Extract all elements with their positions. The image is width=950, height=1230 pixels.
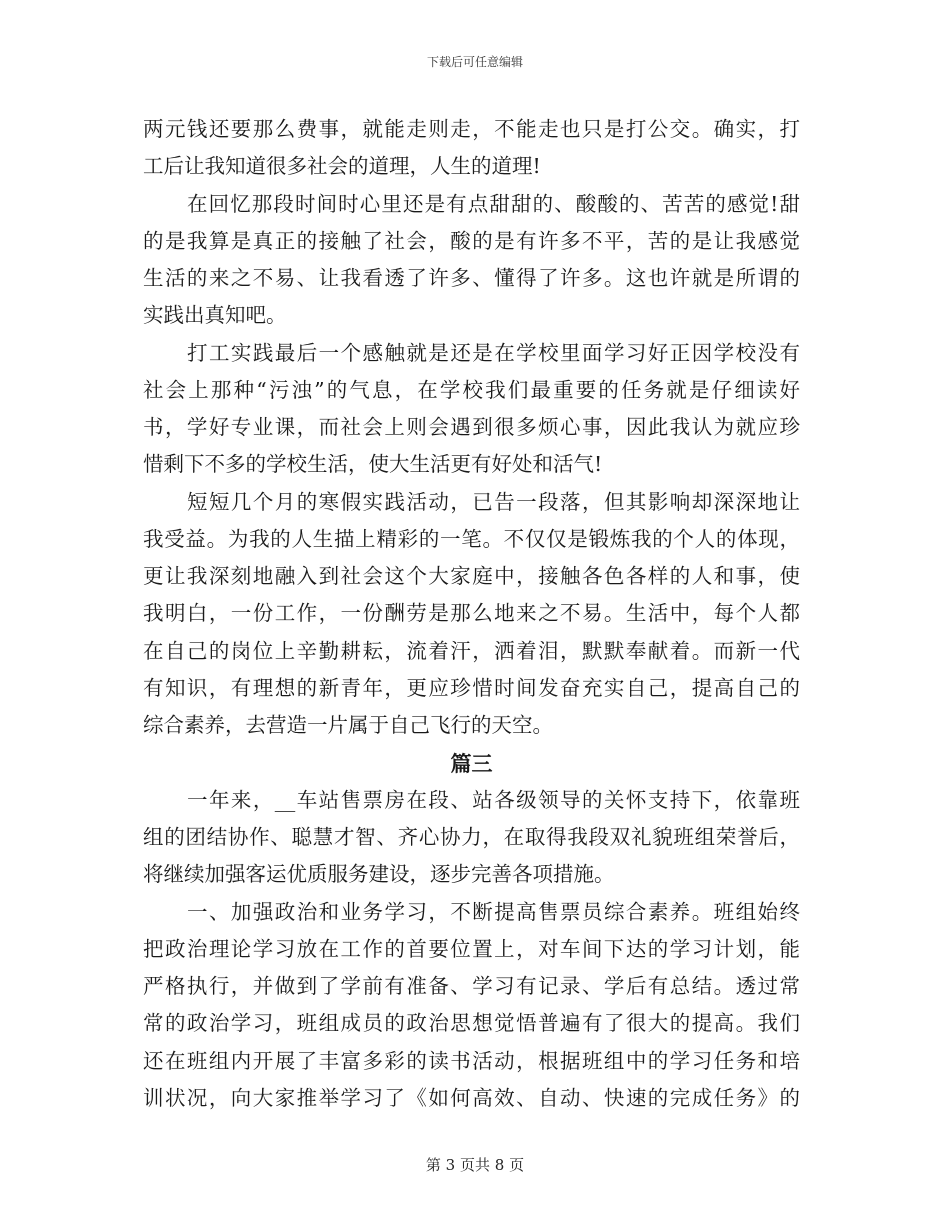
text-line: 社会上那种“污浊”的气息，在学校我们最重要的任务就是仔细读好 bbox=[143, 377, 800, 402]
text-line: 一、加强政治和业务学习，不断提高售票员综合素养。班组始终 bbox=[187, 899, 800, 924]
text-line: 在自己的岗位上辛勤耕耘，流着汗，洒着泪，默默奉献着。而新一代 bbox=[143, 638, 800, 663]
page-header-note: 下载后可任意编辑 bbox=[426, 55, 523, 69]
paragraph bbox=[143, 186, 800, 335]
text-line: 组的团结协作、聪慧才智、齐心协力，在取得我段双礼貌班组荣誉后， bbox=[143, 825, 800, 850]
text-line: 我明白，一份工作，一份酬劳是那么地来之不易。生活中，每个人都 bbox=[143, 601, 800, 626]
text-line: 书，学好专业课，而社会上则会遇到很多烦心事，因此我认为就应珍 bbox=[143, 415, 800, 440]
section-title: 篇三 bbox=[450, 750, 493, 776]
text-line: 有知识，有理想的新青年，更应珍惜时间发奋充实自己，提高自己的 bbox=[143, 675, 800, 700]
text-line: 在回忆那段时间时心里还是有点甜甜的、酸酸的、苦苦的感觉!甜 bbox=[187, 191, 800, 216]
text-line: 还在班组内开展了丰富多彩的读书活动，根据班组中的学习任务和培 bbox=[143, 1048, 800, 1073]
text-line: 把政治理论学习放在工作的首要位置上，对车间下达的学习计划，能 bbox=[143, 936, 800, 961]
text-line: 严格执行，并做到了学前有准备、学习有记录、学后有总结。透过常 bbox=[143, 974, 800, 999]
text-line: 两元钱还要那么费事，就能走则走，不能走也只是打公交。确实，打 bbox=[143, 117, 800, 141]
text-line: 实践出真知吧。 bbox=[143, 303, 287, 328]
paragraph bbox=[143, 484, 800, 745]
page-number: 第 3 页共 8 页 bbox=[425, 1156, 525, 1174]
text-line: 更让我深刻地融入到社会这个大家庭中，接触各色各样的人和事，使 bbox=[143, 564, 800, 589]
paragraph bbox=[143, 894, 800, 1118]
text-line: 工后让我知道很多社会的道理，人生的道理! bbox=[143, 154, 541, 179]
text-line: 综合素养，去营造一片属于自己飞行的天空。 bbox=[143, 713, 553, 738]
document-body bbox=[143, 111, 800, 1117]
text-line: 我受益。为我的人生描上精彩的一笔。不仅仅是锻炼我的个人的体现， bbox=[143, 526, 800, 551]
text-line: 一年来，__车站售票房在段、站各级领导的关怀支持下，依靠班 bbox=[187, 787, 800, 812]
paragraph bbox=[143, 782, 800, 894]
text-line: 的是我算是真正的接触了社会，酸的是有许多不平，苦的是让我感觉 bbox=[143, 228, 800, 253]
text-line: 常的政治学习，班组成员的政治思想觉悟普遍有了很大的提高。我们 bbox=[143, 1011, 800, 1036]
text-line: 生活的来之不易、让我看透了许多、懂得了许多。这也许就是所谓的 bbox=[143, 266, 800, 291]
text-line: 短短几个月的寒假实践活动，已告一段落，但其影响却深深地让 bbox=[187, 489, 800, 514]
text-line: 惜剩下不多的学校生活，使大生活更有好处和活气! bbox=[143, 452, 603, 477]
text-line: 将继续加强客运优质服务建设，逐步完善各项措施。 bbox=[143, 862, 615, 887]
paragraph bbox=[143, 111, 800, 186]
paragraph bbox=[143, 335, 800, 484]
text-line: 打工实践最后一个感触就是还是在学校里面学习好正因学校没有 bbox=[187, 340, 800, 365]
text-line: 训状况，向大家推举学习了《如何高效、自动、快速的完成任务》的 bbox=[143, 1085, 800, 1110]
